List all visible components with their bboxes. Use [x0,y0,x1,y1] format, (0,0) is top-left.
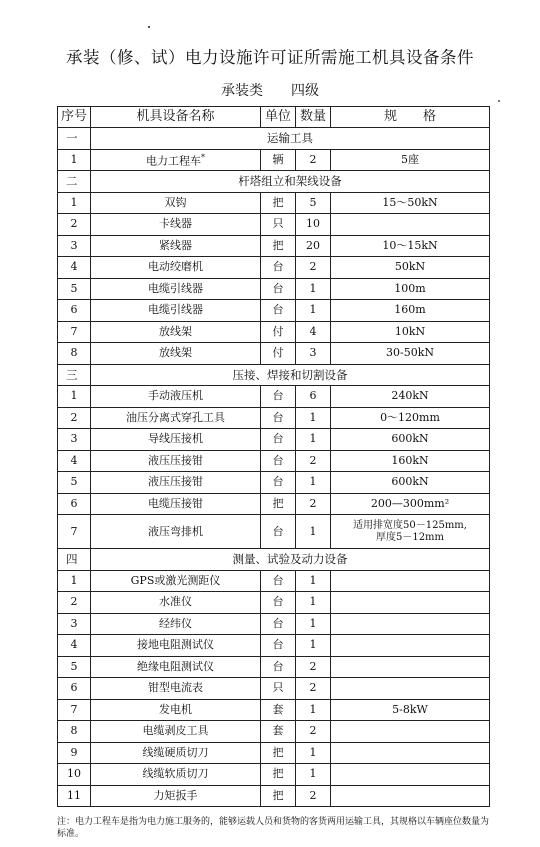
specification [331,678,490,700]
table-row [58,635,490,657]
section-number: 四 [58,549,91,571]
equipment-name [91,592,261,614]
equipment-name [91,764,261,786]
equipment-name-text: 电动绞磨机 [148,260,203,274]
equipment-name [91,192,261,214]
equipment-name [91,472,261,494]
quantity: 2 [296,450,331,472]
equipment-name-text: 紧线器 [159,238,192,252]
row-number: 7 [58,321,91,343]
subtitle-grade: 四级 [291,83,319,99]
specification: 0～120mm [331,407,490,429]
row-number: 8 [58,343,91,365]
specification: 600kN [331,472,490,494]
equipment-name-text: 经纬仪 [159,616,192,630]
section-number: 二 [58,171,91,193]
row-number: 5 [58,472,91,494]
unit: 台 [261,278,296,300]
section-row [58,171,490,193]
table-row [58,570,490,592]
footnote-mark: * [201,152,205,162]
section-title: 测量、试验及动力设备 [91,549,490,571]
footnote: 注：电力工程车是指为电力施工服务的，能够运载人员和货物的客货两用运输工具，其规格以车辆座位数量为标准。 [57,817,490,839]
quantity: 1 [296,635,331,657]
specification: 10～15kN [331,235,490,257]
equipment-name [91,450,261,472]
table-row [58,613,490,635]
unit: 台 [261,450,296,472]
table-row [58,493,490,515]
quantity: 1 [296,699,331,721]
document-subtitle [0,80,540,100]
quantity: 2 [296,785,331,807]
specification: 160kN [331,450,490,472]
equipment-name [91,656,261,678]
equipment-name-text: 放线架 [159,346,192,360]
row-number: 6 [58,493,91,515]
quantity: 2 [296,656,331,678]
unit: 台 [261,592,296,614]
row-number: 4 [58,450,91,472]
quantity: 2 [296,149,331,171]
equipment-name-text: 电缆引线器 [148,303,203,317]
quantity: 1 [296,278,331,300]
equipment-name [91,515,261,549]
quantity: 1 [296,764,331,786]
unit: 只 [261,214,296,236]
quantity: 1 [296,407,331,429]
row-number: 2 [58,592,91,614]
equipment-name-text: 油压分离式穿孔工具 [126,410,225,424]
table-row [58,429,490,451]
unit: 把 [261,235,296,257]
unit: 台 [261,300,296,322]
row-number: 2 [58,214,91,236]
row-number: 1 [58,149,91,171]
table-row [58,257,490,279]
unit: 台 [261,429,296,451]
unit: 付 [261,321,296,343]
section-row [58,549,490,571]
equipment-table [57,106,490,807]
table-row [58,214,490,236]
row-number: 8 [58,721,91,743]
specification [331,635,490,657]
unit: 台 [261,386,296,408]
table-row [58,192,490,214]
quantity: 1 [296,300,331,322]
equipment-name [91,742,261,764]
specification [331,613,490,635]
quantity: 2 [296,493,331,515]
unit: 台 [261,407,296,429]
section-title: 运输工具 [91,128,490,150]
specification: 240kN [331,386,490,408]
row-number: 5 [58,278,91,300]
quantity: 1 [296,472,331,494]
specification: 160m [331,300,490,322]
quantity: 1 [296,429,331,451]
quantity: 4 [296,321,331,343]
table-body [58,128,490,807]
row-number: 6 [58,300,91,322]
section-title: 杆塔组立和架线设备 [91,171,490,193]
table-row [58,343,490,365]
equipment-name-text: 接地电阻测试仪 [137,638,214,652]
table-row [58,321,490,343]
section-title: 压接、焊接和切割设备 [91,364,490,386]
quantity: 2 [296,721,331,743]
quantity: 1 [296,515,331,549]
unit: 辆 [261,149,296,171]
scan-speck [498,100,500,102]
equipment-name-text: 放线架 [159,324,192,338]
unit: 台 [261,613,296,635]
equipment-name [91,699,261,721]
equipment-name-text: 液压压接钳 [148,475,203,489]
row-number: 7 [58,699,91,721]
equipment-name [91,386,261,408]
specification-line: 适用排宽度50－125mm, [353,519,467,531]
quantity: 1 [296,613,331,635]
section-row [58,128,490,150]
specification: 5座 [331,149,490,171]
unit: 把 [261,192,296,214]
table-row [58,300,490,322]
specification: 10kN [331,321,490,343]
equipment-name-text: 力矩扳手 [153,788,198,802]
quantity: 2 [296,678,331,700]
equipment-name-text: 液压弯排机 [148,524,203,538]
specification-line: 厚度5－12mm [375,531,445,543]
unit: 只 [261,678,296,700]
section-row [58,364,490,386]
equipment-name-text: 线缆硬质切刀 [142,745,209,759]
table-row [58,472,490,494]
unit: 把 [261,785,296,807]
unit: 付 [261,343,296,365]
equipment-name-text: 水准仪 [159,595,192,609]
equipment-name [91,257,261,279]
table-row [58,592,490,614]
row-number: 10 [58,764,91,786]
equipment-name [91,278,261,300]
table-row [58,678,490,700]
row-number: 6 [58,678,91,700]
row-number: 7 [58,515,91,549]
unit: 台 [261,656,296,678]
quantity: 1 [296,742,331,764]
specification [331,656,490,678]
equipment-name-text: 电缆剥皮工具 [142,724,209,738]
table-row [58,785,490,807]
row-number: 3 [58,235,91,257]
specification: 5-8kW [331,699,490,721]
specification: 50kN [331,257,490,279]
row-number: 1 [58,570,91,592]
equipment-name [91,235,261,257]
row-number: 1 [58,386,91,408]
table-row [58,149,490,171]
specification [331,570,490,592]
unit: 台 [261,635,296,657]
unit: 把 [261,493,296,515]
specification [331,764,490,786]
document-title: 承装（修、试）电力设施许可证所需施工机具设备条件 [66,48,474,67]
specification: 100m [331,278,490,300]
table-row [58,450,490,472]
unit: 台 [261,472,296,494]
specification: 15～50kN [331,192,490,214]
equipment-name-text: 发电机 [159,702,192,716]
table-row [58,764,490,786]
equipment-name [91,321,261,343]
specification [331,592,490,614]
equipment-name-text: GPS或激光测距仪 [130,573,221,587]
unit: 把 [261,764,296,786]
equipment-name-text: 钳型电流表 [148,681,203,695]
subtitle-category: 承装类 [221,83,263,99]
equipment-name [91,407,261,429]
row-number: 11 [58,785,91,807]
row-number: 2 [58,407,91,429]
equipment-name [91,721,261,743]
equipment-name-text: 电缆引线器 [148,281,203,295]
unit: 把 [261,742,296,764]
table-row [58,515,490,549]
row-number: 1 [58,192,91,214]
specification [331,785,490,807]
table-row [58,699,490,721]
quantity: 10 [296,214,331,236]
unit: 套 [261,699,296,721]
equipment-name [91,429,261,451]
table-header-row [58,107,490,128]
quantity: 3 [296,343,331,365]
unit: 套 [261,721,296,743]
row-number: 4 [58,257,91,279]
quantity: 2 [296,257,331,279]
table-row [58,386,490,408]
table-row [58,721,490,743]
specification [331,721,490,743]
equipment-name-text: 液压压接钳 [148,453,203,467]
row-number: 3 [58,613,91,635]
scan-speck [148,26,150,28]
equipment-name [91,493,261,515]
row-number: 3 [58,429,91,451]
section-number: 三 [58,364,91,386]
equipment-name [91,613,261,635]
quantity: 20 [296,235,331,257]
unit: 台 [261,257,296,279]
table-row [58,278,490,300]
specification [331,214,490,236]
quantity: 6 [296,386,331,408]
quantity: 1 [296,592,331,614]
table-row [58,742,490,764]
header-qty: 数量 [296,107,331,128]
equipment-name [91,149,261,171]
equipment-name-text: 线缆软质切刀 [142,767,209,781]
equipment-name-text: 双钩 [164,195,187,209]
header-name: 机具设备名称 [91,107,261,128]
equipment-name [91,785,261,807]
equipment-name [91,635,261,657]
equipment-name [91,678,261,700]
specification: 30-50kN [331,343,490,365]
row-number: 5 [58,656,91,678]
quantity: 1 [296,570,331,592]
header-no: 序号 [58,107,91,128]
equipment-name-text: 绝缘电阻测试仪 [137,659,214,673]
specification: 600kN [331,429,490,451]
equipment-name-text: 卡线器 [159,217,192,231]
specification [331,515,490,549]
equipment-name-text: 手动液压机 [148,389,203,403]
equipment-name [91,300,261,322]
equipment-name-text: 导线压接机 [148,432,203,446]
row-number: 9 [58,742,91,764]
quantity: 5 [296,192,331,214]
specification: 200—300mm² [331,493,490,515]
table-row [58,235,490,257]
section-number: 一 [58,128,91,150]
equipment-name-text: 电缆压接钳 [148,496,203,510]
equipment-name [91,570,261,592]
unit: 台 [261,515,296,549]
equipment-name [91,343,261,365]
row-number: 4 [58,635,91,657]
unit: 台 [261,570,296,592]
header-spec: 规 格 [331,107,490,128]
table-row [58,656,490,678]
specification [331,742,490,764]
equipment-name-text: 电力工程车 [146,154,201,168]
table-row [58,407,490,429]
equipment-name [91,214,261,236]
header-unit: 单位 [261,107,296,128]
